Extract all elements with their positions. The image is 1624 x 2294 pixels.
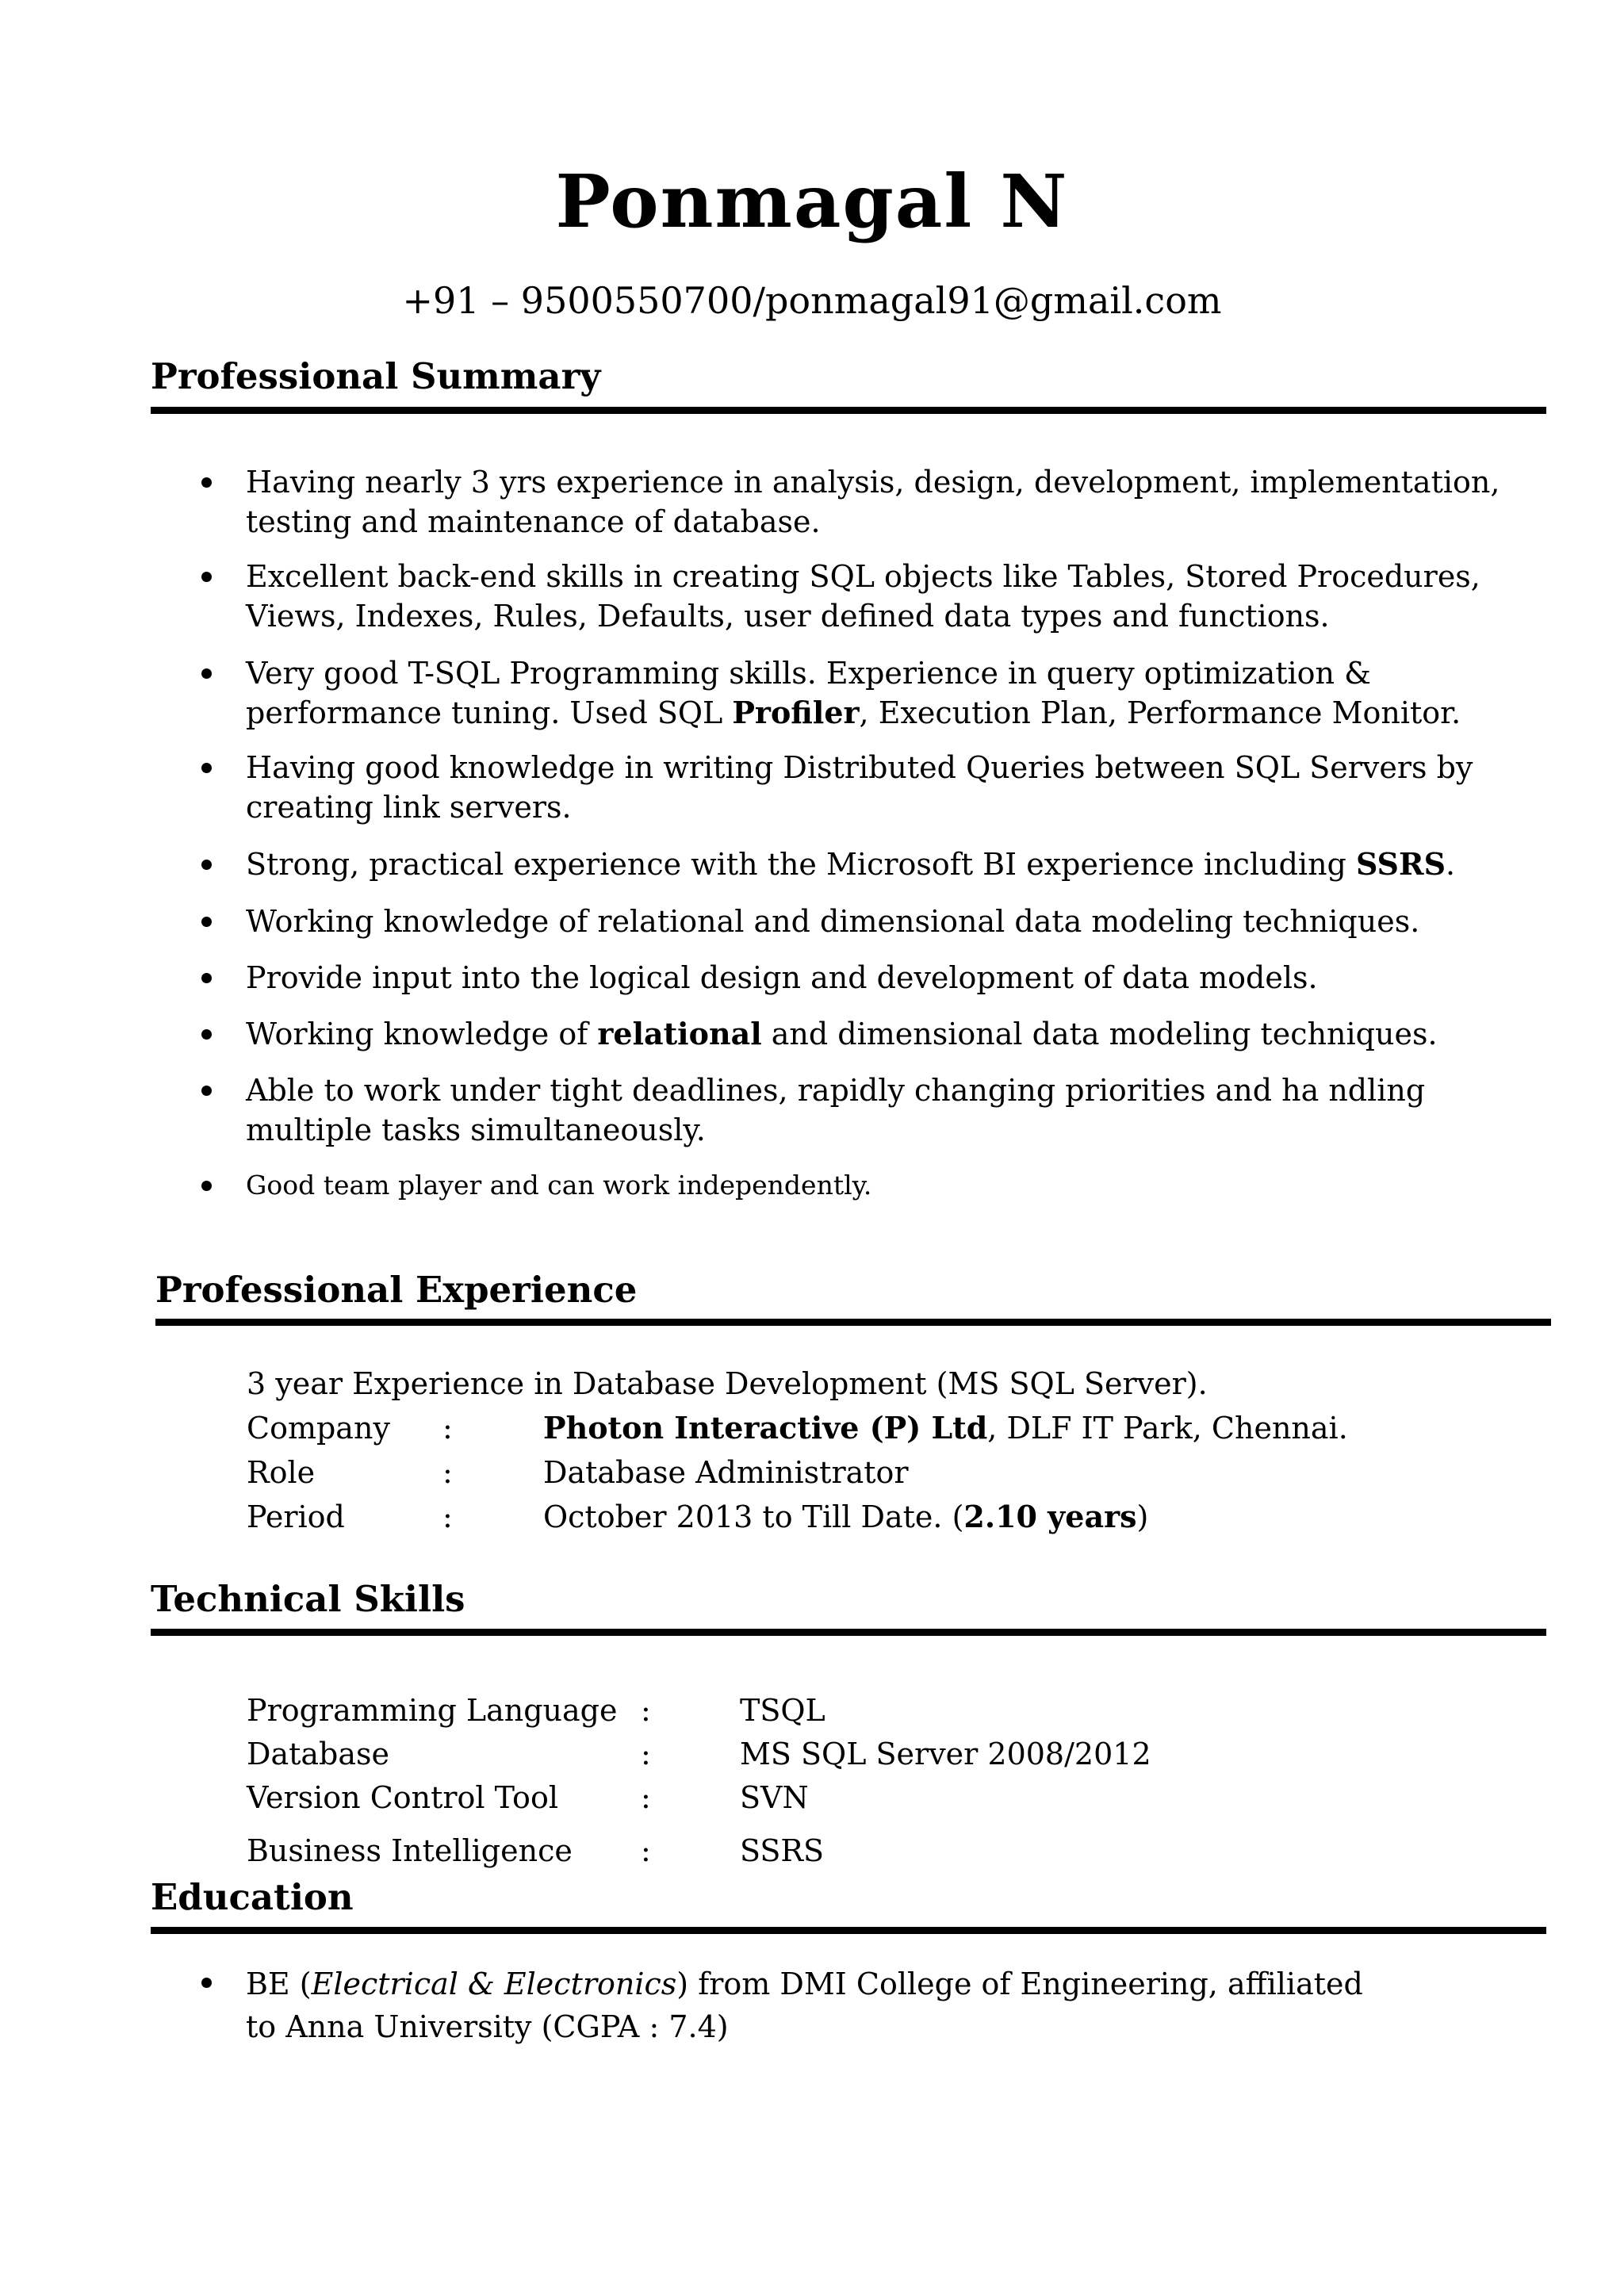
section-divider — [151, 407, 1546, 414]
period-label: Period — [247, 1499, 345, 1534]
colon: : — [442, 1455, 453, 1490]
candidate-name: Ponmagal N — [555, 159, 1069, 244]
colon: : — [641, 1737, 651, 1771]
section-title-skills: Technical Skills — [151, 1578, 465, 1620]
skill-label: Business Intelligence — [247, 1833, 573, 1868]
list-item: Excellent back-end skills in creating SQL objects like Tables, Stored Procedures, Views, Indexes, Rules, Defaults, user defined data types and functions. — [246, 557, 1515, 636]
list-item: Having good knowledge in writing Distributed Queries between SQL Servers by creating link servers. — [246, 748, 1515, 827]
skill-value: SVN — [740, 1780, 809, 1815]
section-divider — [155, 1319, 1551, 1326]
role-value: Database Administrator — [543, 1455, 909, 1490]
list-item: Able to work under tight deadlines, rapidly changing priorities and ha ndling multiple tasks simultaneously. — [246, 1070, 1515, 1150]
list-item: Provide input into the logical design and development of data models. — [246, 958, 1515, 998]
colon: : — [442, 1499, 453, 1534]
colon: : — [641, 1780, 651, 1815]
list-item: Strong, practical experience with the Microsoft BI experience including SSRS. — [246, 844, 1515, 884]
section-divider — [151, 1927, 1546, 1934]
list-item: Very good T-SQL Programming skills. Experience in query optimization & performance tuning. Used SQL Profiler, Execution Plan, Performance Monitor. — [246, 653, 1515, 733]
list-item: Good team player and can work independently. — [246, 1166, 1515, 1205]
section-title-experience: Professional Experience — [155, 1269, 638, 1311]
list-item: Working knowledge of relational and dimensional data modeling techniques. — [246, 902, 1515, 941]
skill-value: MS SQL Server 2008/2012 — [740, 1737, 1151, 1771]
role-label: Role — [247, 1455, 316, 1490]
list-item: Having nearly 3 yrs experience in analysis, design, development, implementation, testing and maintenance of database. — [246, 462, 1515, 542]
experience-intro: 3 year Experience in Database Development (MS SQL Server). — [247, 1366, 1208, 1401]
skill-value: TSQL — [740, 1693, 825, 1728]
colon: : — [641, 1833, 651, 1868]
list-item: Working knowledge of relational and dimensional data modeling techniques. — [246, 1014, 1515, 1054]
section-divider — [151, 1629, 1546, 1636]
company-label: Company — [247, 1411, 390, 1446]
contact-line: +91 – 9500550700/ponmagal91@gmail.com — [402, 279, 1222, 322]
company-value: Photon Interactive (P) Ltd, DLF IT Park, Chennai. — [543, 1410, 1348, 1446]
skill-label: Database — [247, 1737, 390, 1771]
skill-label: Version Control Tool — [247, 1780, 558, 1815]
period-value: October 2013 to Till Date. (2.10 years) — [543, 1499, 1149, 1534]
skill-label: Programming Language — [247, 1693, 618, 1728]
section-title-education: Education — [151, 1876, 354, 1918]
skill-value: SSRS — [740, 1833, 825, 1868]
colon: : — [641, 1693, 651, 1728]
list-item: BE (Electrical & Electronics) from DMI College of Engineering, affiliated to Anna University (CGPA : 7.4) — [246, 1963, 1396, 2048]
colon: : — [442, 1411, 453, 1446]
section-title-summary: Professional Summary — [151, 355, 601, 397]
